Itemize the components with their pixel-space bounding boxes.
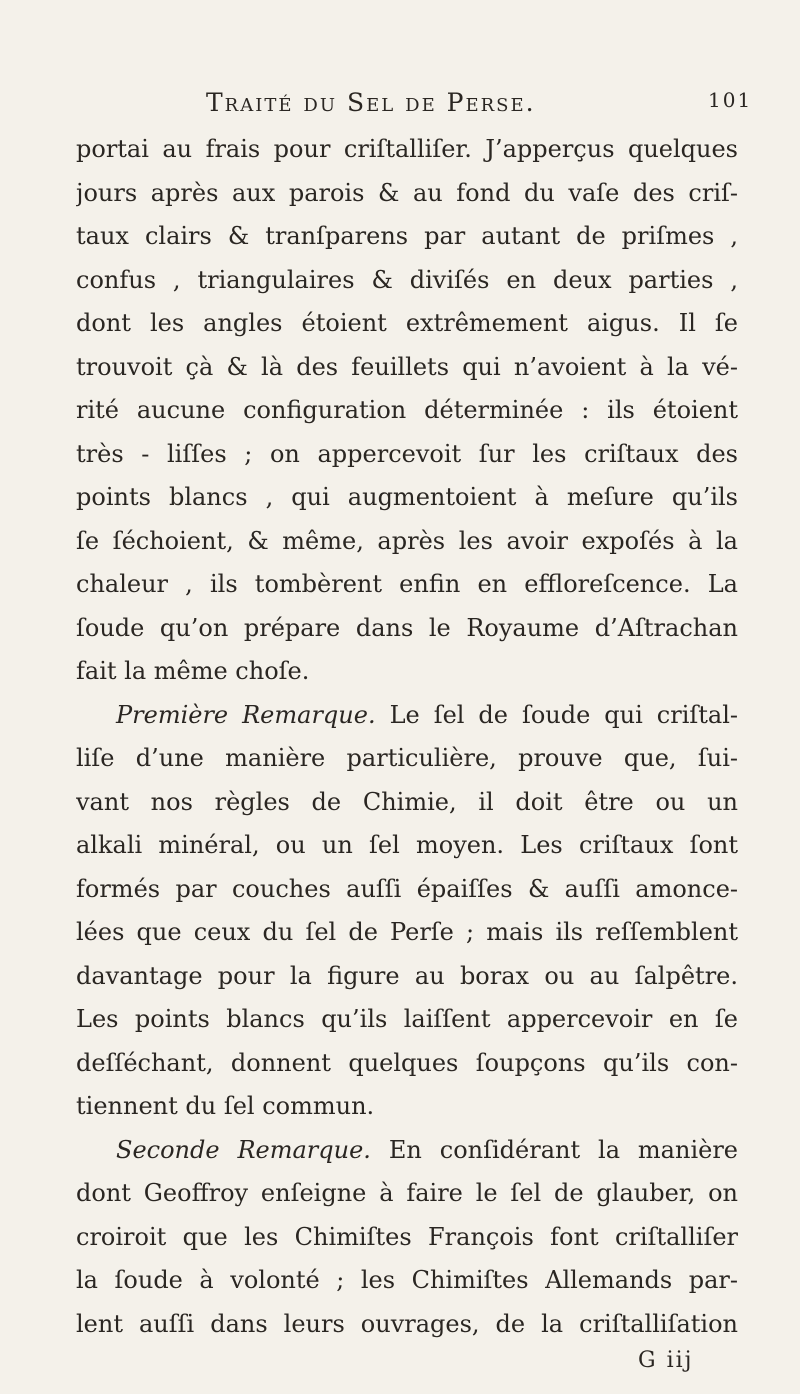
text-line: taux clairs & tranſparens par autant de priſmes , (76, 222, 738, 250)
text-line: trouvoit çà & là des feuillets qui n’avoient à la vé- (76, 352, 738, 381)
text-line: davantage pour la figure au borax ou au ſalpêtre. (76, 961, 738, 990)
remarque-1-heading: Première Remarque. (116, 700, 376, 729)
remarque-1-first-line-text: Le ſel de ſoude qui criſtal- (389, 700, 738, 729)
body-text (76, 128, 738, 1346)
text-line: alkali minéral, ou un ſel moyen. Les criſtaux ſont (76, 831, 738, 859)
text-line: dont les angles étoient extrêmement aigus. Il ſe (76, 309, 738, 337)
signature-mark: G iij (638, 1348, 694, 1373)
remarque-1-first-line (76, 694, 738, 738)
text-line: Les points blancs qu’ils laiſſent appercevoir en ſe (76, 1005, 738, 1033)
text-line: très - liſſes ; on appercevoit ſur les criſtaux des (76, 439, 738, 468)
text-line: portai au frais pour criſtalliſer. J’apperçus quelques (76, 135, 738, 163)
text-line: points blancs , qui augmentoient à meſure qu’ils (76, 483, 738, 511)
text-line: vant nos règles de Chimie, il doit être ou un (76, 787, 738, 816)
remarque-2-heading: Seconde Remarque. (116, 1135, 371, 1164)
text-line: lent auſſi dans leurs ouvrages, de la criſtalliſation (76, 1309, 738, 1338)
remarque-2-first-line (76, 1129, 738, 1173)
text-line: deſſéchant, donnent quelques ſoupçons qu’ils con- (76, 1048, 738, 1077)
text-line: ſoude qu’on prépare dans le Royaume d’Aſtrachan (76, 613, 738, 642)
text-line: fait la même choſe. (76, 657, 310, 685)
text-line: croiroit que les Chimiſtes François font criſtalliſer (76, 1222, 738, 1251)
remarque-2-first-line-text: En conſidérant la manière (388, 1135, 738, 1164)
text-line: lées que ceux du ſel de Perſe ; mais ils reſſemblent (76, 918, 738, 946)
text-line: liſe d’une manière particulière, prouve que, ſui- (76, 744, 738, 772)
text-line: dont Geoffroy enſeigne à faire le ſel de glauber, on (76, 1179, 738, 1207)
text-line: la ſoude à volonté ; les Chimiſtes Allemands par- (76, 1266, 738, 1294)
text-line: ſe ſéchoient, & même, après les avoir expoſés à la (76, 526, 738, 555)
text-line: formés par couches auſſi épaiſſes & auſſi amonce- (76, 874, 738, 903)
page-header (0, 88, 800, 118)
text-line: chaleur , ils tombèrent enfin en effloreſcence. La (76, 570, 738, 598)
running-title: Traité du Sel de Perse. (206, 88, 536, 117)
text-line: rité aucune configuration déterminée : ils étoient (76, 396, 738, 424)
text-line: jours après aux parois & au fond du vaſe des criſ- (76, 178, 738, 207)
text-line: confus , triangulaires & diviſés en deux parties , (76, 265, 738, 294)
text-line: tiennent du ſel commun. (76, 1092, 375, 1120)
page-number: 101 (708, 88, 753, 112)
